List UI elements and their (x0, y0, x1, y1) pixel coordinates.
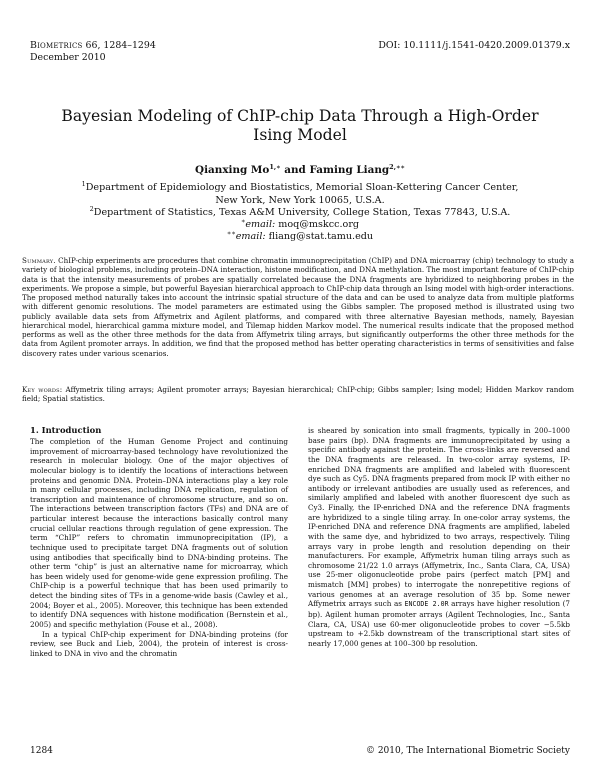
author-list (0, 164, 600, 176)
email-2 (0, 231, 600, 244)
email-label: email: (235, 231, 266, 242)
volume-pages: 66, 1284–1294 (85, 40, 156, 51)
copyright: © 2010, The International Biometric Society (365, 746, 570, 756)
paragraph: The completion of the Human Genome Project and continuing improvement of microarray-based technology have revolutionized the research in molecular biology. One of the major objectives of molecular biology is to identify the locations of interactions between proteins and genomic DNA. Protein–DNA interactions play a key role in many cellular processes, including DNA replication, regulation of transcription and maintenance of chromosome structure, and so on. The interactions between transcription factors (TFs) and DNA are of particular interest because the interactions basically control many crucial cellular reactions through regulation of gene expression. The term “ChIP” refers to chromatin immunoprecipitation (IP), a technique used to precipitate target DNA fragments out of solution using antibodies that specifically bind to DNA-binding proteins. The other term “chip” is just an alternative name for microarray, which has been widely used for genome-wide gene expression profiling. The ChIP-chip is a powerful technique that has been used primarily to detect the binding sites of TFs in a genome-wide basis (Cawley et al., 2004; Boyer et al., 2005). Moreover, this technique has been extended to identify DNA sequences with histone modification (Bernstein et al., 2005) and specific methylation (Fouse et al., 2008). (30, 437, 288, 629)
paper-title (0, 107, 600, 145)
abstract-label: Summary. (22, 256, 56, 265)
email-1 (0, 219, 600, 232)
journal-name: Biometrics (30, 40, 83, 51)
section-heading: 1. Introduction (30, 425, 102, 435)
affiliation-mark: 2 (89, 205, 94, 213)
title-line-1: Bayesian Modeling of ChIP-chip Data Through a High-Order (61, 107, 539, 125)
keywords-label: Key words: (22, 385, 63, 394)
paragraph: In a typical ChIP-chip experiment for DNA-binding proteins (for review, see Buck and Lieb, 2004), the protein of interest is cross-linked to DNA in vivo and the chromatin (30, 629, 288, 658)
title-line-2: Ising Model (253, 126, 347, 144)
author-conjunction: and (280, 164, 310, 176)
right-column (308, 426, 570, 648)
page-number: 1284 (30, 746, 53, 756)
author-name: Qianxing Mo (195, 164, 270, 176)
author-marks: 1,∗ (269, 163, 281, 171)
paragraph-text: arrays have higher resolution (7 bp). Agilent human promoter arrays (Agilent Technologies, Inc., Santa Clara, CA, USA) use 60-mer oligonucleotide probes to cover −5.5kb upstream to +2.5kb downstream of the transcriptional start sites of nearly 17,000 genes at 100–300 bp resolution. (308, 599, 570, 648)
email-address[interactable]: fliang@stat.tamu.edu (265, 231, 374, 242)
email-mark: ∗∗ (226, 229, 236, 237)
keywords-text: Affymetrix tiling arrays; Agilent promoter arrays; Bayesian hierarchical; ChIP-chip; Gibbs sampler; Ising model; Hidden Markov random field; Spatial statistics. (22, 385, 575, 404)
author-name: Faming Liang (309, 164, 390, 176)
paragraph-text: is sheared by sonication into small fragments, typically in 200–1000 base pairs (bp). DNA fragments are immunoprecipitated by using a specific antibody against the protein. The cross-links are reversed and the DNA fragments are released. In two-color array systems, IP-enriched DNA fragments are amplified and labeled with fluorescent dye such as Cy5. DNA fragments prepared from mock IP with either no antibody or irrelevant antibodies are usually used as references, and similarly amplified and labeled with another fluorescent dye such as Cy3. Finally, the IP-enriched DNA and the reference DNA fragments are hybridized to a single tiling array. In one-color array systems, the IP-enriched DNA and reference DNA fragments are amplified, labeled with the same dye, and hybridized to two arrays, respectively. Tiling arrays vary in probe length and resolution depending on their manufacturers. For example, Affymetrix human tiling arrays such as chromosome 21/22 1.0 arrays (Affymetrix, Inc., Santa Clara, CA, USA) use 25-mer oligonucleotide probe pairs (perfect match [PM] and mismatch [MM] probes) to interrogate the nonrepetitive regions of various genomes at an average resolution of 35 bp. Some newer Affymetrix arrays such as (308, 426, 570, 609)
affiliation-mark: 1 (81, 180, 86, 188)
keywords (22, 385, 574, 404)
affiliation-text: Department of Statistics, Texas A&M University, College Station, Texas 77843, U.S.A. (93, 207, 511, 218)
paragraph (308, 426, 570, 648)
email-mark: ∗ (240, 217, 246, 225)
email-address[interactable]: moq@mskcc.org (275, 219, 360, 230)
abstract (22, 256, 574, 358)
running-header-left (30, 40, 156, 64)
left-column (30, 437, 288, 658)
affiliation-2 (0, 207, 600, 220)
doi[interactable]: DOI: 10.1111/j.1541-0420.2009.01379.x (378, 40, 570, 51)
abstract-text: ChIP-chip experiments are procedures that combine chromatin immunoprecipitation (ChIP) and DNA microarray (chip) technology to study a variety of biological problems, including protein–DNA interaction, histone modification, and DNA methylation. The most important feature of ChIP-chip data is that the intensity measurements of probes are spatially correlated because the DNA fragments are hybridized to neighboring probes in the experiments. We propose a simple, but powerful Bayesian hierarchical approach to ChIP-chip data through an Ising model with high-order interactions. The proposed method naturally takes into account the intrinsic spatial structure of the data and can be used to analyze data from multiple platforms with different genomic resolutions. The model parameters are estimated using the Gibbs sampler. The proposed method is illustrated using two publicly available data sets from Affymetrix and Agilent platforms, and compared with three alternative Bayesian methods, namely, Bayesian hierarchical model, hierarchical gamma mixture model, and Tilemap hidden Markov model. The numerical results indicate that the proposed method performs as well as the other three methods for the data from Affymetrix tiling arrays, but significantly outperforms the other three methods for the data from Agilent promoter arrays. In addition, we find that the proposed method has better operating characteristics in terms of sensitivities and false discovery rates under various scenarios. (22, 256, 574, 358)
email-label: email: (245, 219, 276, 230)
affiliation-1 (0, 182, 600, 207)
issue-date: December 2010 (30, 52, 106, 63)
journal-citation (30, 40, 156, 52)
author-marks: 2,∗∗ (389, 163, 405, 171)
array-name-code: ENCODE 2.0R (404, 600, 449, 609)
affiliation-text: New York, New York 10065, U.S.A. (215, 194, 385, 206)
affiliation-text: Department of Epidemiology and Biostatistics, Memorial Sloan-Kettering Cancer Center, (85, 182, 519, 193)
